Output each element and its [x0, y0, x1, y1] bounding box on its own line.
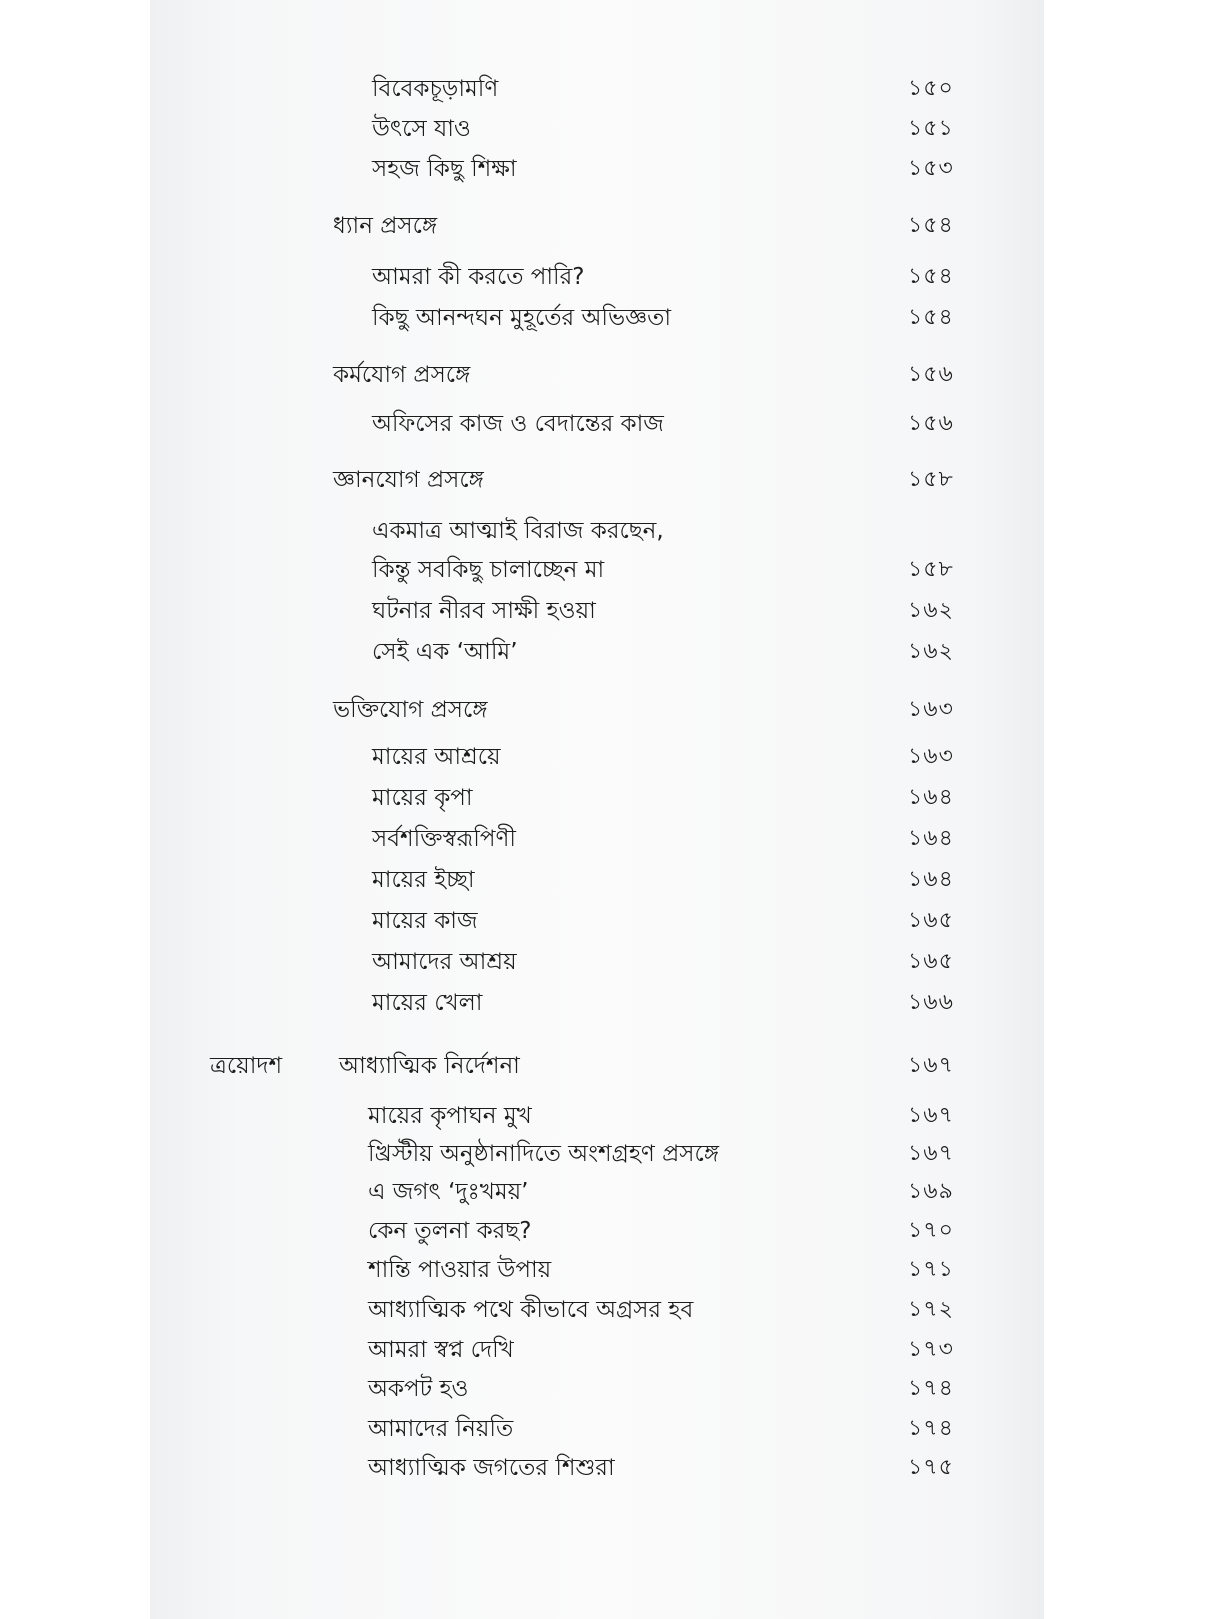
toc-entry-page: ১৭৪ [908, 1376, 954, 1401]
toc-entry-page: ১৭২ [908, 1297, 954, 1322]
toc-entry-title: ঘটনার নীরব সাক্ষী হওয়া [372, 598, 596, 624]
toc-entry-page: ১৭৩ [908, 1337, 954, 1362]
toc-entry-page: ১৬৩ [908, 744, 954, 769]
toc-entry-title: আমাদের নিয়তি [368, 1416, 514, 1442]
toc-section-title: কর্মযোগ প্রসঙ্গে [333, 362, 471, 388]
toc-entry-page: ১৬২ [908, 639, 954, 664]
chapter-number: ত্রয়োদশ [210, 1053, 283, 1079]
toc-entry-title: কেন তুলনা করছ? [368, 1218, 532, 1244]
toc-entry-title: কিছু আনন্দঘন মুহূর্তের অভিজ্ঞতা [372, 305, 672, 331]
toc-entry-page: ১৬৭ [908, 1053, 954, 1078]
toc-entry-title: খ্রিস্টীয় অনুষ্ঠানাদিতে অংশগ্রহণ প্রসঙ্গে [368, 1141, 719, 1167]
toc-entry-page: ১৫৬ [908, 411, 954, 436]
toc-entry-page: ১৫৩ [908, 156, 954, 181]
toc-section-title: ভক্তিযোগ প্রসঙ্গে [333, 697, 488, 723]
toc-entry-page: ১৬৫ [908, 908, 954, 933]
toc-entry-title: সর্বশক্তিস্বরূপিণী [372, 826, 516, 852]
toc-entry-page: ১৫৬ [908, 362, 954, 387]
toc-entry-page: ১৬৩ [908, 697, 954, 722]
toc-entry-title: অকপট হও [368, 1376, 469, 1402]
toc-entry-title: মায়ের কৃপা [372, 785, 473, 811]
toc-entry-page: ১৬৪ [908, 826, 954, 851]
toc-entry-title: মায়ের কাজ [372, 908, 478, 934]
toc-entry-page: ১৫৪ [908, 305, 954, 330]
toc-entry-page: ১৫৪ [908, 213, 954, 238]
toc-entry-page: ১৬৪ [908, 785, 954, 810]
toc-chapter-title: আধ্যাত্মিক নির্দেশনা [339, 1053, 520, 1079]
toc-entry-page: ১৫৮ [908, 467, 954, 492]
toc-entry-page: ১৫৪ [908, 264, 954, 289]
toc-section-title: ধ্যান প্রসঙ্গে [333, 213, 438, 239]
toc-entry-page: ১৬৫ [908, 949, 954, 974]
toc-entry-page: ১৬২ [908, 598, 954, 623]
toc-entry-page: ১৫০ [908, 76, 954, 101]
toc-entry-title: আমাদের আশ্রয় [372, 949, 517, 975]
toc-entry-page: ১৬৭ [908, 1141, 954, 1166]
toc-entry-title: উৎসে যাও [372, 116, 471, 142]
toc-entry-title: শান্তি পাওয়ার উপায় [368, 1257, 552, 1283]
toc-entry-title: বিবেকচূড়ামণি [372, 76, 499, 102]
toc-entry-page: ১৭৫ [908, 1455, 954, 1480]
toc-entry-page: ১৬৭ [908, 1103, 954, 1128]
toc-entry-title: আমরা স্বপ্ন দেখি [368, 1337, 514, 1363]
toc-entry-page: ১৭১ [908, 1257, 954, 1282]
toc-entry-page: ১৭৪ [908, 1416, 954, 1441]
toc-entry-page: ১৫৮ [908, 557, 954, 582]
toc-entry-title: মায়ের আশ্রয়ে [372, 744, 501, 770]
toc-entry-page: ১৬৯ [908, 1179, 954, 1204]
toc-entry-page: ১৫১ [908, 116, 954, 141]
toc-entry-title: একমাত্র আত্মাই বিরাজ করছেন, [372, 518, 664, 544]
toc-entry-title: আধ্যাত্মিক পথে কীভাবে অগ্রসর হব [368, 1297, 694, 1323]
toc-entry-title: এ জগৎ ‘দুঃখময়’ [368, 1179, 529, 1205]
toc-entry-page: ১৬৬ [908, 990, 954, 1015]
toc-entry-title: সেই এক ‘আমি’ [372, 639, 518, 665]
toc-entry-title: সহজ কিছু শিক্ষা [372, 156, 517, 182]
toc-section-title: জ্ঞানযোগ প্রসঙ্গে [333, 467, 484, 493]
toc-entry-title: আধ্যাত্মিক জগতের শিশুরা [368, 1455, 615, 1481]
toc-entry-title: অফিসের কাজ ও বেদান্তের কাজ [372, 411, 664, 437]
toc-entry-title: আমরা কী করতে পারি? [372, 264, 585, 290]
toc-entry-title: মায়ের ইচ্ছা [372, 867, 475, 893]
toc-entry-title: মায়ের খেলা [372, 990, 483, 1016]
toc-entry-page: ১৭০ [908, 1218, 954, 1243]
toc-entry-title: মায়ের কৃপাঘন মুখ [368, 1103, 532, 1129]
toc-entry-title: কিন্তু সবকিছু চালাচ্ছেন মা [372, 557, 605, 583]
toc-entry-page: ১৬৪ [908, 867, 954, 892]
